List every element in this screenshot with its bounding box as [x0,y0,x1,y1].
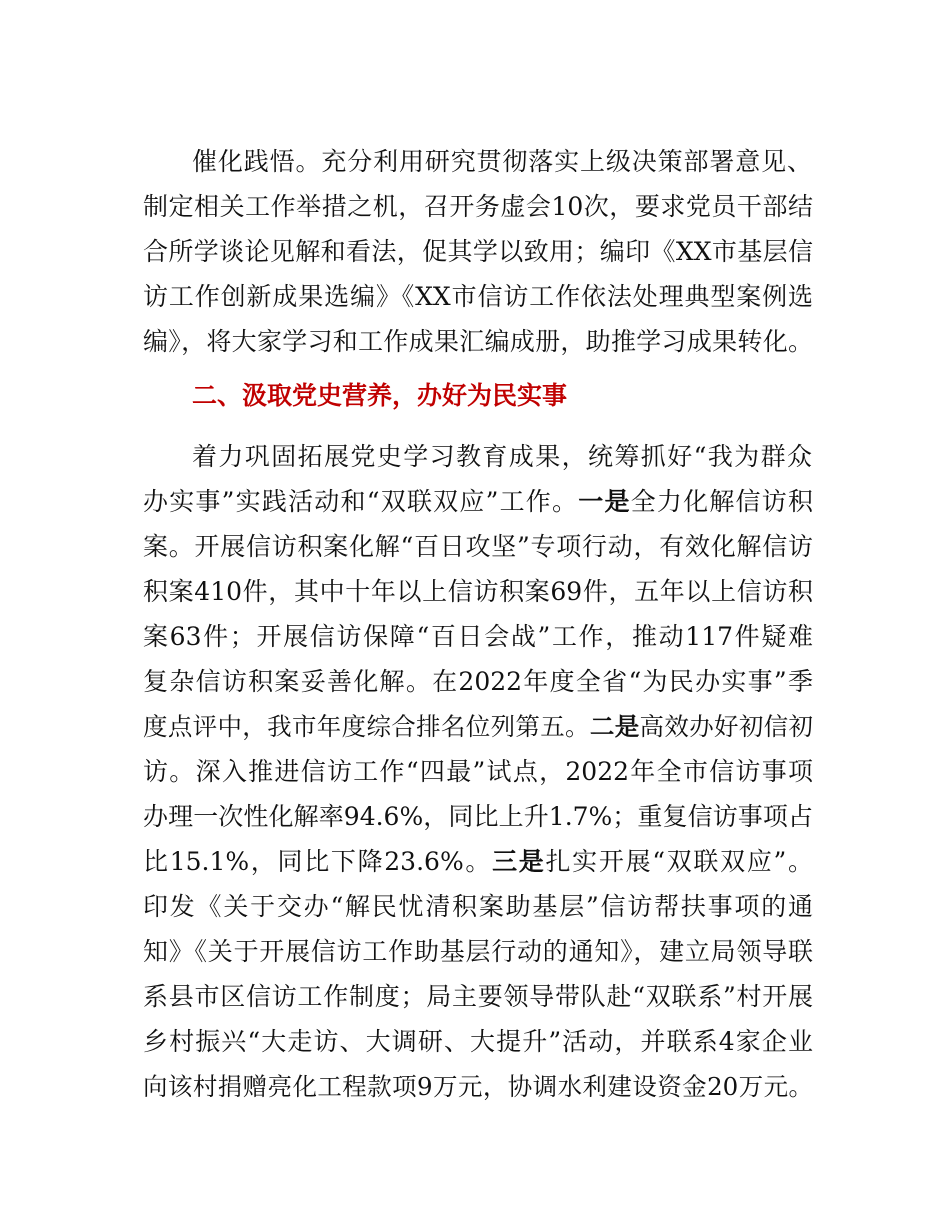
paragraph-line: 催化践悟。充分利用研究贯彻落实上级决策部署意见、 [192,147,812,176]
bold-marker: 三是 [492,847,546,876]
paragraph-line: 访。深入推进信访工作“四最”试点，2022年全市信访事项 [143,757,813,786]
line-text: 高效办好初信初 [639,712,814,741]
paragraph-line: 办理一次性化解率94.6%，同比上升1.7%；重复信访事项占 [143,802,813,831]
line-text: 办实事”实践活动和“双联双应”工作。 [143,487,579,516]
line-text: 比15.1%，同比下降23.6%。 [143,847,493,876]
paragraph-line [143,709,813,745]
paragraph-line: 访工作创新成果选编》《XX市信访工作依法处理典型案例选 [143,282,813,311]
paragraph-line [143,844,813,880]
paragraph-line: 合所学谈论见解和看法，促其学以致用；编印《XX市基层信 [143,237,813,266]
paragraph-line: 案。开展信访积案化解“百日攻坚”专项行动，有效化解信访 [143,532,813,561]
section-heading: 二、汲取党史营养，办好为民实事 [192,381,568,410]
line-text: 扎实开展“双联双应”。 [545,847,813,876]
bold-marker: 二是 [589,712,640,741]
paragraph-line: 向该村捐赠亮化工程款项9万元，协调水利建设资金20万元。 [143,1072,813,1101]
paragraph-line: 积案410件，其中十年以上信访积案69件，五年以上信访积 [143,577,813,606]
paragraph-line: 制定相关工作举措之机，召开务虚会10次，要求党员干部结 [143,192,813,221]
line-text: 度点评中，我市年度综合排名位列第五。 [143,712,590,741]
paragraph-line [143,484,813,520]
paragraph-line: 案63件；开展信访保障“百日会战”工作，推动117件疑难 [143,622,813,651]
line-text: 全力化解信访积 [630,487,813,516]
paragraph-line: 着力巩固拓展党史学习教育成果，统筹抓好“我为群众 [192,442,812,471]
paragraph-line: 乡村振兴“大走访、大调研、大提升”活动，并联系4家企业 [143,1027,813,1056]
paragraph-line: 编》，将大家学习和工作成果汇编成册，助推学习成果转化。 [143,327,813,356]
paragraph-line: 系县市区信访工作制度；局主要领导带队赴“双联系”村开展 [143,982,813,1011]
paragraph-line: 知》《关于开展信访工作助基层行动的通知》，建立局领导联 [143,937,813,966]
paragraph-line: 复杂信访积案妥善化解。在2022年度全省“为民办实事”季 [143,667,813,696]
paragraph-line: 印发《关于交办“解民忧清积案助基层”信访帮扶事项的通 [143,892,813,921]
bold-marker: 一是 [578,487,631,516]
